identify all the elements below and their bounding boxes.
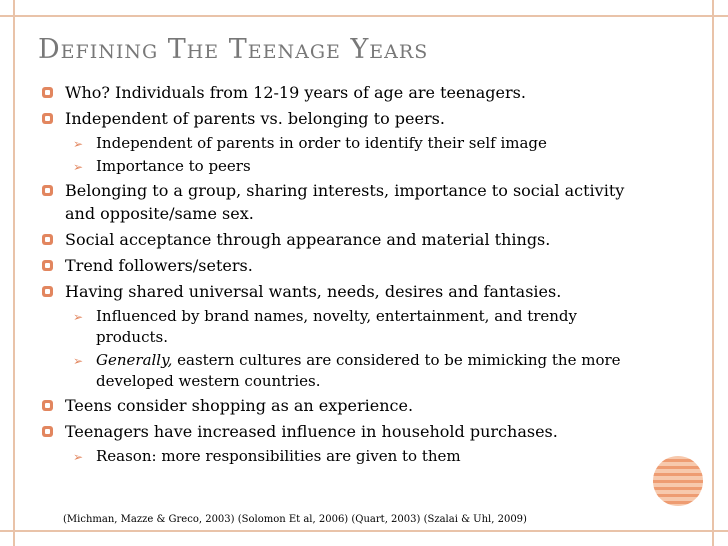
square-bullet-icon bbox=[42, 87, 53, 98]
arrow-bullet-icon: ➢ bbox=[73, 137, 84, 151]
frame-line-left bbox=[13, 0, 15, 546]
bullet-item bbox=[40, 254, 640, 277]
references-text: (Michman, Mazze & Greco, 2003) (Solomon Et al, 2006) (Quart, 2003) (Szalai & Uhl, 2009) bbox=[63, 514, 527, 525]
bullet-text: Teens consider shopping as an experience. bbox=[65, 396, 414, 415]
sub-bullet-item bbox=[40, 156, 640, 177]
striped-circle-icon bbox=[652, 455, 704, 507]
bullet-item bbox=[40, 394, 640, 417]
arrow-bullet-icon: ➢ bbox=[73, 310, 84, 324]
sub-bullet-text: Reason: more responsibilities are given to them bbox=[96, 447, 461, 465]
bullet-item bbox=[40, 81, 640, 104]
square-bullet-icon bbox=[42, 400, 53, 411]
square-bullet-icon bbox=[42, 234, 53, 245]
bullet-item bbox=[40, 179, 640, 225]
sub-bullet-item bbox=[40, 306, 640, 348]
bullet-text: Teenagers have increased influence in household purchases. bbox=[65, 422, 558, 441]
bullet-list bbox=[40, 81, 640, 469]
frame-line-bottom bbox=[0, 530, 728, 532]
square-bullet-icon bbox=[42, 185, 53, 196]
bullet-item bbox=[40, 228, 640, 251]
sub-bullet-item bbox=[40, 350, 640, 392]
frame-line-right bbox=[712, 0, 714, 546]
bullet-item bbox=[40, 280, 640, 303]
sub-bullet-text: eastern cultures are considered to be mimicking the more developed western countries. bbox=[96, 351, 621, 390]
bullet-text: Social acceptance through appearance and material things. bbox=[65, 230, 551, 249]
sub-bullet-text: Influenced by brand names, novelty, entertainment, and trendy products. bbox=[96, 307, 578, 346]
bullet-text: Who? Individuals from 12-19 years of age are teenagers. bbox=[65, 83, 526, 102]
bullet-item bbox=[40, 107, 640, 130]
square-bullet-icon bbox=[42, 113, 53, 124]
bullet-text: Trend followers/seters. bbox=[65, 256, 253, 275]
arrow-bullet-icon: ➢ bbox=[73, 160, 84, 174]
arrow-bullet-icon: ➢ bbox=[73, 354, 84, 368]
sub-bullet-text: Independent of parents in order to identify their self image bbox=[96, 134, 547, 152]
bullet-text: Independent of parents vs. belonging to peers. bbox=[65, 109, 445, 128]
square-bullet-icon bbox=[42, 426, 53, 437]
bullet-text: Belonging to a group, sharing interests, importance to social activity and opposite/same sex. bbox=[65, 181, 625, 223]
sub-bullet-text: Importance to peers bbox=[96, 157, 251, 175]
frame-line-top bbox=[0, 15, 728, 17]
arrow-bullet-icon: ➢ bbox=[73, 450, 84, 464]
sub-bullet-item bbox=[40, 446, 640, 467]
bullet-text: Having shared universal wants, needs, desires and fantasies. bbox=[65, 282, 562, 301]
slide-title: Defining The Teenage Years bbox=[38, 34, 429, 65]
square-bullet-icon bbox=[42, 260, 53, 271]
emphasis-text: Generally, bbox=[96, 351, 173, 369]
square-bullet-icon bbox=[42, 286, 53, 297]
bullet-item bbox=[40, 420, 640, 443]
sub-bullet-item bbox=[40, 133, 640, 154]
